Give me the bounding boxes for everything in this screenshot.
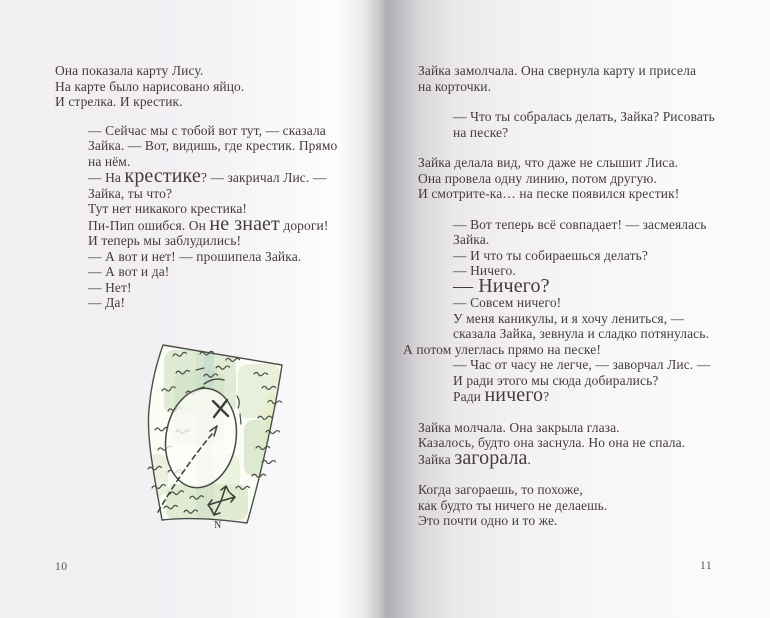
text-segment: — Сейчас мы с тобой вот тут, — сказала (88, 122, 326, 138)
right-page-text (403, 63, 753, 529)
text-segment: Казалось, будто она заснула. Но она не спала. (418, 435, 686, 450)
text-segment: Тут нет никакого крестика! (88, 201, 248, 216)
text-segment: Зайка замолчала. Она свернула карту и присела (418, 63, 697, 78)
text-segment: — Ничего. (453, 263, 516, 278)
text-segment: дороги! (279, 217, 329, 233)
text-line (403, 274, 753, 297)
text-segment: на нём. (88, 153, 131, 169)
paragraph (403, 155, 753, 202)
text-segment: . (527, 451, 531, 467)
text-segment: Это почти одно и то же. (418, 513, 558, 528)
text-line (403, 295, 753, 311)
paragraph (403, 109, 753, 140)
text-segment: — Час от часу не легче, — заворчал Лис. — (453, 357, 711, 372)
text-line (403, 186, 753, 202)
text-segment: На карте было нарисовано яйцо. (55, 78, 245, 94)
paragraph (55, 123, 385, 311)
text-line (403, 342, 753, 358)
paragraph (403, 217, 753, 405)
text-segment: — А вот и да! (88, 264, 170, 279)
text-line (403, 498, 753, 514)
text-segment: — А вот и нет! — прошипела Зайка. (88, 248, 302, 264)
text-line (55, 138, 385, 154)
text-line (55, 295, 385, 311)
text-line (403, 326, 753, 342)
text-line (55, 165, 385, 187)
text-line (403, 384, 753, 406)
text-line (403, 482, 753, 498)
text-line (403, 357, 753, 373)
text-segment: — Совсем ничего! (453, 295, 562, 310)
text-line (403, 125, 753, 141)
text-segment: Она провела одну линию, потом другую. (418, 170, 657, 186)
text-line (403, 63, 753, 79)
text-segment: Зайка. (453, 232, 490, 247)
text-segment: как будто ты ничего не делаешь. (418, 497, 608, 513)
text-segment: Зайка, ты что? (88, 185, 173, 201)
paragraph (403, 63, 753, 94)
text-line (403, 248, 753, 264)
text-segment: Зайка (418, 451, 455, 467)
text-segment: — Вот теперь всё совпадает! — засмеялась (453, 216, 707, 232)
text-line (55, 123, 385, 139)
text-segment: У меня каникулы, и я хочу лениться, — (453, 310, 685, 326)
paragraph (55, 63, 385, 110)
text-line (403, 373, 753, 389)
watercolor-map (140, 336, 300, 536)
text-line (55, 249, 385, 265)
emphasized-word: загорала (454, 446, 528, 469)
page-number-left: 10 (55, 561, 68, 573)
emphasized-word: ничего (484, 384, 544, 406)
text-segment: ? (543, 389, 550, 404)
text-segment: И ради этого мы сюда добирались? (453, 372, 659, 388)
text-segment: Зайка. — Вот, видишь, где крестик. Прямо (88, 138, 338, 153)
text-line (55, 264, 385, 280)
text-line (55, 63, 385, 79)
text-segment: Она показала карту Лису. (55, 63, 204, 78)
text-segment: Когда загораешь, то похоже, (418, 482, 583, 497)
text-line (55, 79, 385, 95)
compass-north-label: N (214, 520, 222, 531)
emphasized-word: крестике (124, 165, 201, 187)
paragraph (403, 420, 753, 468)
text-segment: — И что ты собираешься делать? (453, 247, 648, 263)
text-line (55, 280, 385, 296)
map-illustration (140, 336, 300, 536)
text-line (403, 232, 753, 248)
text-segment: сказала Зайка, зевнула и сладко потянулась. (453, 326, 709, 341)
emphasized-word: не знает (209, 212, 280, 235)
left-page-text (55, 63, 385, 311)
text-segment: — Да! (88, 295, 126, 310)
text-line (403, 155, 753, 171)
text-segment: Зайка делала вид, что даже не слышит Лиса. (418, 155, 679, 170)
text-segment: на корточки. (418, 78, 492, 94)
text-line (55, 186, 385, 202)
text-segment: Ради (453, 389, 485, 404)
text-segment: Пи-Пип ошибся. Он (88, 217, 210, 233)
text-line (403, 79, 753, 95)
text-line (55, 212, 385, 235)
text-line (403, 217, 753, 233)
text-segment: И теперь мы заблудились! (88, 233, 242, 248)
text-line (403, 513, 753, 529)
text-segment: И смотрите-ка… на песке появился крестик! (418, 186, 680, 201)
text-line (403, 446, 753, 469)
text-segment: — Нет! (88, 279, 132, 295)
text-segment: на песке? (453, 124, 509, 140)
page-number-right: 11 (700, 560, 713, 572)
text-line (55, 94, 385, 110)
text-segment: — На (88, 170, 125, 185)
text-segment: А потом улеглась прямо на песке! (403, 341, 601, 357)
text-segment: И стрелка. И крестик. (55, 94, 183, 109)
text-line (403, 420, 753, 436)
text-line (403, 171, 753, 187)
text-line (55, 154, 385, 170)
text-line (403, 311, 753, 327)
text-segment: Зайка молчала. Она закрыла глаза. (418, 419, 620, 435)
text-line (55, 233, 385, 249)
text-segment: — Что ты собралась делать, Зайка? Рисовать (453, 109, 715, 124)
emphasized-word: — Ничего? (453, 274, 550, 297)
paragraph (403, 482, 753, 529)
text-line (403, 109, 753, 125)
text-segment: ? — закричал Лис. — (200, 170, 327, 185)
